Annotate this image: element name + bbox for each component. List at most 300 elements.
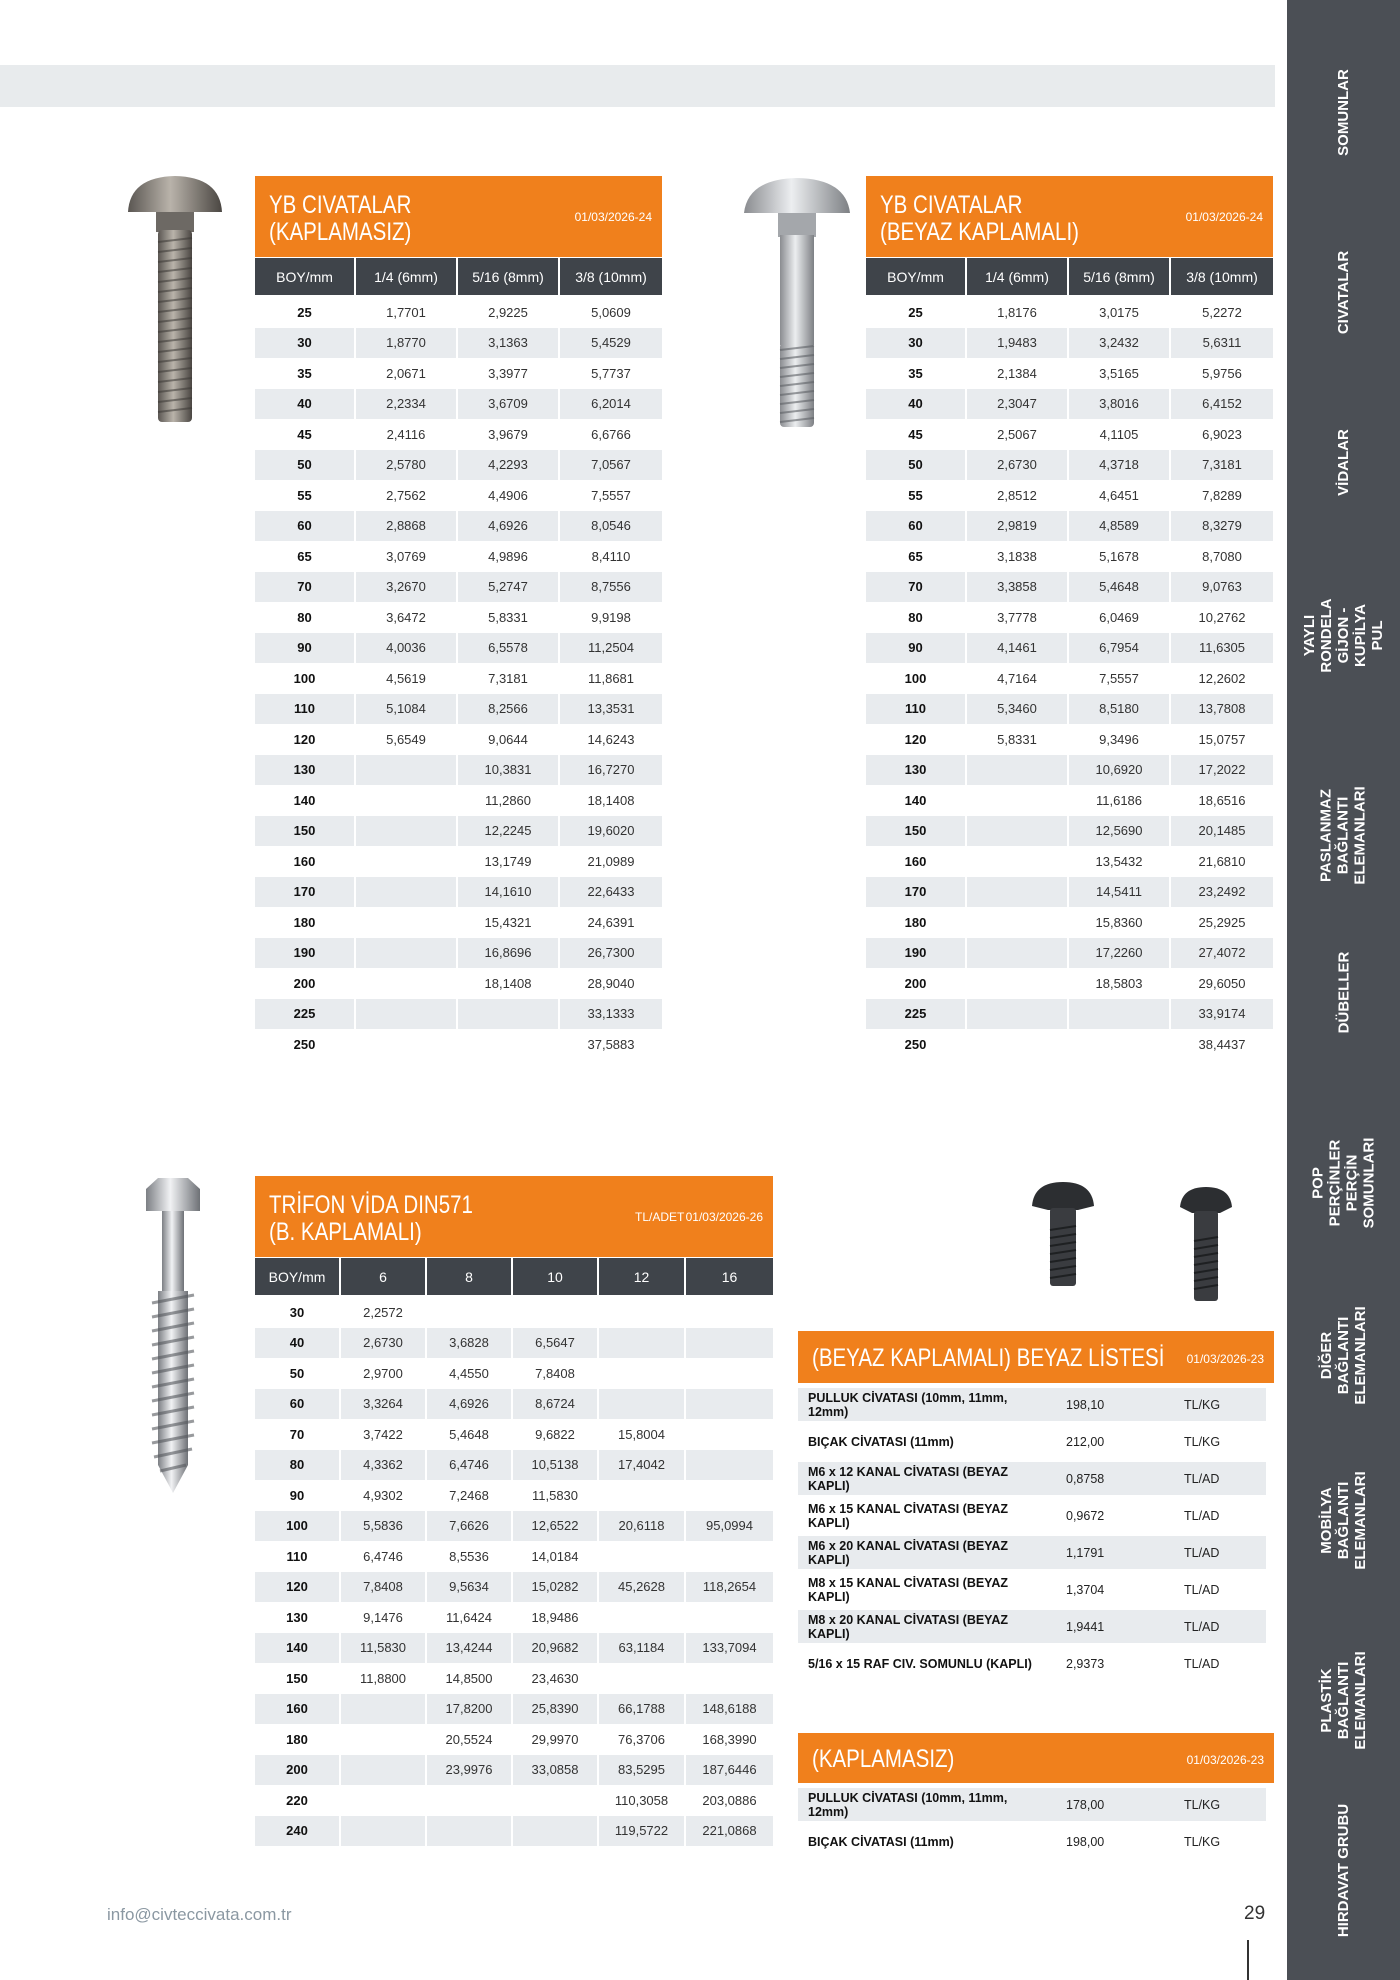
price-cell: 4,4906 [458, 480, 560, 511]
price-cell [967, 999, 1069, 1030]
column-headers [255, 1258, 773, 1295]
price-cell: 63,1184 [599, 1633, 686, 1664]
price-cell: 4,3718 [1069, 450, 1171, 481]
price-cell [599, 1663, 686, 1694]
table-row [255, 1389, 773, 1420]
table-row [255, 1358, 773, 1389]
table-row [255, 1694, 773, 1725]
sidebar-item-dubeller[interactable] [1287, 920, 1400, 1065]
price-cell [686, 1663, 773, 1694]
price-cell: 14,6243 [587, 731, 635, 747]
price-cell: 8,2566 [458, 694, 560, 725]
price-cell: 6,0469 [1069, 602, 1171, 633]
table-row [255, 724, 662, 755]
price-cell: 14,8500 [427, 1663, 513, 1694]
price-cell: 16,8696 [458, 938, 560, 969]
price-cell: 5,2747 [458, 572, 560, 603]
price-cell [686, 1602, 773, 1633]
price-cell: 5,8331 [967, 724, 1069, 755]
table-row [866, 938, 1273, 969]
price-cell: 76,3706 [599, 1724, 686, 1755]
price-cell: 5,9756 [1202, 365, 1242, 381]
price-cell: 15,0282 [513, 1572, 599, 1603]
price-cell: 8,5536 [427, 1541, 513, 1572]
size-cell: 140 [255, 785, 356, 816]
price-cell: 2,5067 [967, 419, 1069, 450]
price-cell: 3,9679 [458, 419, 560, 450]
item-unit: TL/KG [1126, 1788, 1266, 1821]
price-cell: 1,7701 [356, 297, 458, 328]
price-cell: 6,7954 [1069, 633, 1171, 664]
column-header: 10 [513, 1258, 599, 1295]
price-cell: 66,1788 [599, 1694, 686, 1725]
price-cell: 187,6446 [686, 1755, 773, 1786]
price-cell [356, 999, 458, 1030]
price-cell: 5,2272 [1202, 304, 1242, 320]
price-cell: 25,2925 [1198, 914, 1246, 930]
size-cell: 50 [255, 450, 356, 481]
table-row [866, 450, 1273, 481]
table-row [255, 907, 662, 938]
price-cell: 33,1333 [560, 999, 662, 1030]
table-row [255, 968, 662, 999]
sidebar-item-somunlar[interactable] [1287, 40, 1400, 185]
column-header: BOY/mm [866, 258, 967, 295]
table-row [866, 358, 1273, 389]
price-cell: 133,7094 [686, 1633, 773, 1664]
size-cell: 200 [255, 968, 356, 999]
price-cell: 4,6926 [427, 1389, 513, 1420]
size-cell: 225 [866, 999, 967, 1030]
price-cell [1069, 1029, 1171, 1060]
price-cell [686, 1389, 773, 1420]
price-cell: 20,6118 [599, 1511, 686, 1542]
sidebar-item-hirdavat-grubu[interactable] [1287, 1795, 1400, 1945]
price-cell: 2,6730 [341, 1328, 427, 1359]
sidebar-item-label: SOMUNLAR [1334, 69, 1352, 156]
price-cell: 203,0886 [702, 1792, 757, 1808]
table-date: 01/03/2026-24 [1185, 210, 1263, 224]
price-cell: 3,6828 [427, 1328, 513, 1359]
price-cell: 3,6709 [458, 389, 560, 420]
price-cell: 12,5690 [1069, 816, 1171, 847]
list-item [798, 1386, 1266, 1423]
table-body [866, 297, 1273, 1060]
price-cell: 6,4152 [1171, 389, 1273, 420]
price-cell: 14,0184 [513, 1541, 599, 1572]
table-header [255, 176, 662, 257]
size-cell: 25 [255, 297, 356, 328]
size-cell: 55 [866, 480, 967, 511]
table-row [255, 297, 662, 328]
price-cell: 3,1363 [458, 328, 560, 359]
price-cell: 7,6626 [427, 1511, 513, 1542]
price-cell: 33,0858 [513, 1755, 599, 1786]
item-price: 1,1791 [1036, 1536, 1126, 1569]
price-cell: 221,0868 [686, 1816, 773, 1847]
sidebar-item-label: DİĞER BAĞLANTI ELEMANLARI [1318, 1305, 1369, 1405]
sidebar-item-pop-percinler[interactable] [1287, 1095, 1400, 1270]
price-cell: 18,1408 [587, 792, 635, 808]
column-header: 1/4 (6mm) [356, 258, 458, 295]
price-cell: 12,2245 [458, 816, 560, 847]
size-cell: 120 [255, 724, 356, 755]
price-cell [356, 938, 458, 969]
price-cell [686, 1541, 773, 1572]
page-number: 29 [1244, 1903, 1266, 1924]
table-title: TRİFON VİDA DIN571 (B. KAPLAMALI) [269, 1191, 473, 1246]
list-item [798, 1534, 1266, 1571]
column-header: BOY/mm [255, 1258, 341, 1295]
price-cell: 148,6188 [686, 1694, 773, 1725]
price-cell: 6,5647 [513, 1328, 599, 1359]
sidebar-item-yayli-rondela[interactable] [1287, 560, 1400, 710]
table-row [255, 358, 662, 389]
table-row [866, 633, 1273, 664]
size-cell: 100 [255, 663, 356, 694]
price-cell: 5,8331 [458, 602, 560, 633]
price-cell [356, 846, 458, 877]
size-cell: 160 [866, 846, 967, 877]
price-cell: 3,3858 [967, 572, 1069, 603]
size-cell: 180 [255, 907, 356, 938]
price-cell: 2,8868 [356, 511, 458, 542]
price-cell: 20,9682 [513, 1633, 599, 1664]
table-row [255, 419, 662, 450]
price-cell: 9,0763 [1171, 572, 1273, 603]
price-cell: 3,3977 [458, 358, 560, 389]
price-cell: 11,8681 [587, 670, 635, 686]
price-cell [341, 1785, 427, 1816]
table-row [255, 1297, 773, 1328]
size-cell: 35 [866, 358, 967, 389]
price-cell: 3,1838 [967, 541, 1069, 572]
price-cell [599, 1358, 686, 1389]
size-cell: 120 [866, 724, 967, 755]
price-cell [686, 1450, 773, 1481]
item-price: 198,10 [1036, 1388, 1126, 1421]
price-cell: 3,5165 [1069, 358, 1171, 389]
price-cell: 5,6311 [1171, 328, 1273, 359]
size-cell: 80 [255, 602, 356, 633]
price-cell: 38,4437 [1198, 1036, 1246, 1052]
price-cell: 15,8004 [599, 1419, 686, 1450]
price-cell [356, 907, 458, 938]
price-cell: 5,5836 [341, 1511, 427, 1542]
item-price: 1,3704 [1066, 1582, 1105, 1597]
item-price: 178,00 [1036, 1788, 1126, 1821]
price-cell: 83,5295 [599, 1755, 686, 1786]
table-title: YB CIVATALAR (BEYAZ KAPLAMALI) [880, 191, 1079, 246]
price-cell: 13,1749 [458, 846, 560, 877]
price-cell: 2,3047 [967, 389, 1069, 420]
price-cell: 23,4630 [513, 1663, 599, 1694]
table-row [255, 1328, 773, 1359]
item-name: 5/16 x 15 RAF CIV. SOMUNLU (KAPLI) [808, 1656, 1032, 1671]
table-row [255, 1572, 773, 1603]
price-cell [967, 846, 1069, 877]
table-row [255, 938, 662, 969]
size-cell: 100 [255, 1511, 341, 1542]
table-row [255, 877, 662, 908]
price-cell: 11,5830 [341, 1633, 427, 1664]
list-item [798, 1645, 1266, 1682]
table-date: 01/03/2026-26 [685, 1210, 763, 1224]
size-cell: 40 [866, 389, 967, 420]
table-row [866, 389, 1273, 420]
column-header: 8 [427, 1258, 513, 1295]
size-cell: 150 [866, 816, 967, 847]
price-cell: 7,3181 [458, 663, 560, 694]
column-headers [255, 258, 662, 295]
table-row [255, 633, 662, 664]
table-row [255, 541, 662, 572]
price-cell: 23,2492 [1171, 877, 1273, 908]
price-cell [427, 1816, 513, 1847]
price-cell: 2,2572 [341, 1297, 427, 1328]
price-cell [341, 1755, 427, 1786]
price-cell: 6,4746 [341, 1541, 427, 1572]
table-row [866, 541, 1273, 572]
price-cell: 5,7737 [591, 365, 631, 381]
price-cell [599, 1328, 686, 1359]
table-row [866, 602, 1273, 633]
sidebar-item-diger-baglanti[interactable] [1287, 1275, 1400, 1435]
size-cell: 100 [866, 663, 967, 694]
price-cell: 110,3058 [599, 1785, 686, 1816]
size-cell: 240 [255, 1816, 341, 1847]
table-row [255, 1511, 773, 1542]
price-cell [427, 1785, 513, 1816]
column-header: 1/4 (6mm) [967, 258, 1069, 295]
table-row [255, 999, 662, 1030]
item-price: 0,9672 [1066, 1508, 1105, 1523]
size-cell: 140 [255, 1633, 341, 1664]
price-cell [967, 877, 1069, 908]
price-cell: 7,5557 [591, 487, 631, 503]
sidebar-item-paslanmaz[interactable] [1287, 755, 1400, 915]
price-cell: 17,2022 [1171, 755, 1273, 786]
price-cell: 18,1408 [458, 968, 560, 999]
sidebar-item-plastik-baglanti[interactable] [1287, 1615, 1400, 1785]
price-cell: 9,6822 [513, 1419, 599, 1450]
size-cell: 60 [255, 511, 356, 542]
size-cell: 80 [866, 602, 967, 633]
price-cell: 4,1105 [1069, 419, 1171, 450]
price-cell: 21,6810 [1198, 853, 1246, 869]
item-name: M6 x 12 KANAL CİVATASI (BEYAZ KAPLI) [798, 1462, 1036, 1495]
price-cell: 11,6305 [1171, 633, 1273, 664]
size-cell: 180 [255, 1724, 341, 1755]
price-cell: 2,4116 [356, 419, 458, 450]
price-cell: 6,9023 [1202, 426, 1242, 442]
item-name: BIÇAK CİVATASI (11mm) [808, 1834, 954, 1849]
sidebar-item-vidalar[interactable] [1287, 395, 1400, 530]
price-cell [356, 1029, 458, 1060]
column-header: 5/16 (8mm) [1069, 258, 1171, 295]
price-cell: 4,3362 [341, 1450, 427, 1481]
price-cell [967, 1029, 1069, 1060]
price-cell: 3,7422 [341, 1419, 427, 1450]
price-cell: 10,2762 [1198, 609, 1246, 625]
price-cell: 8,7080 [1202, 548, 1242, 564]
price-cell [599, 1541, 686, 1572]
table-row [255, 1724, 773, 1755]
list-item [798, 1460, 1266, 1497]
table-row [866, 511, 1273, 542]
size-cell: 170 [866, 877, 967, 908]
price-cell [458, 999, 560, 1030]
table-row [866, 572, 1273, 603]
footer-email-link[interactable]: info@civteccivata.com.tr [107, 1905, 292, 1924]
price-cell: 9,9198 [591, 609, 631, 625]
price-cell: 8,6724 [513, 1389, 599, 1420]
price-cell: 119,5722 [599, 1816, 686, 1847]
size-cell: 180 [866, 907, 967, 938]
price-cell: 8,0546 [560, 511, 662, 542]
price-cell: 15,0757 [1198, 731, 1246, 747]
price-cell: 95,0994 [686, 1511, 773, 1542]
sidebar-item-label: HIRDAVAT GRUBU [1335, 1803, 1353, 1937]
sidebar-item-civatalar[interactable] [1287, 220, 1400, 365]
table-row [866, 297, 1273, 328]
price-cell [356, 877, 458, 908]
item-name: PULLUK CİVATASI (10mm, 11mm, 12mm) [798, 1388, 1036, 1421]
price-cell: 15,4321 [458, 907, 560, 938]
price-cell: 8,3279 [1171, 511, 1273, 542]
price-cell [686, 1328, 773, 1359]
item-unit: TL/AD [1184, 1656, 1220, 1671]
price-cell: 6,2014 [560, 389, 662, 420]
list-date: 01/03/2026-23 [1186, 1753, 1264, 1767]
size-cell: 90 [866, 633, 967, 664]
table-row [866, 877, 1273, 908]
size-cell: 225 [255, 999, 356, 1030]
sidebar-item-label: DÜBELLER [1334, 951, 1352, 1034]
price-cell: 14,1610 [458, 877, 560, 908]
list-title: (BEYAZ KAPLAMALI) BEYAZ LİSTESİ [812, 1344, 1165, 1372]
price-cell [458, 1029, 560, 1060]
sidebar-item-label: MOBİLYA BAĞLANTI ELEMANLARI [1318, 1470, 1369, 1570]
price-cell: 4,6926 [458, 511, 560, 542]
table-row [866, 480, 1273, 511]
item-price: 198,00 [1066, 1834, 1105, 1849]
price-cell: 2,0671 [356, 358, 458, 389]
sidebar-item-label: YAYLI RONDELA GİJON - KUPİLYA PUL [1301, 597, 1386, 673]
item-price: 1,9441 [1036, 1610, 1126, 1643]
size-cell: 150 [255, 816, 356, 847]
size-cell: 140 [866, 785, 967, 816]
table-row [255, 1755, 773, 1786]
item-price: 0,8758 [1036, 1462, 1126, 1495]
price-cell: 27,4072 [1171, 938, 1273, 969]
price-cell: 13,4244 [427, 1633, 513, 1664]
price-cell: 19,6020 [560, 816, 662, 847]
price-cell: 1,9483 [967, 328, 1069, 359]
page-divider [1247, 1940, 1249, 1980]
table-row [866, 724, 1273, 755]
size-cell: 55 [255, 480, 356, 511]
table-row [866, 907, 1273, 938]
column-header: 3/8 (10mm) [560, 258, 662, 295]
size-cell: 40 [255, 389, 356, 420]
price-cell [686, 1297, 773, 1328]
table-row [255, 694, 662, 725]
price-cell [599, 1297, 686, 1328]
table-row [255, 480, 662, 511]
price-cell: 7,3181 [1171, 450, 1273, 481]
price-cell: 4,6451 [1069, 480, 1171, 511]
table-row [255, 1816, 773, 1847]
price-cell: 2,5780 [356, 450, 458, 481]
size-cell: 160 [255, 846, 356, 877]
price-cell: 7,5557 [1069, 663, 1171, 694]
size-cell: 70 [255, 572, 356, 603]
price-cell [967, 816, 1069, 847]
item-unit: TL/AD [1126, 1462, 1266, 1495]
price-cell: 13,3531 [560, 694, 662, 725]
item-unit: TL/KG [1184, 1834, 1221, 1849]
price-cell: 12,6522 [513, 1511, 599, 1542]
price-cell: 3,8016 [1069, 389, 1171, 420]
table-row [866, 846, 1273, 877]
column-header: 6 [341, 1258, 427, 1295]
size-cell: 65 [866, 541, 967, 572]
item-unit: TL/AD [1126, 1536, 1266, 1569]
price-cell: 9,5634 [427, 1572, 513, 1603]
table-row [255, 816, 662, 847]
item-unit: TL/AD [1184, 1508, 1220, 1523]
table-row [255, 1029, 662, 1060]
size-cell: 220 [255, 1785, 341, 1816]
table-row [866, 663, 1273, 694]
price-cell: 9,1476 [341, 1602, 427, 1633]
table-row [255, 450, 662, 481]
size-cell: 60 [866, 511, 967, 542]
price-cell [967, 907, 1069, 938]
item-unit: TL/KG [1184, 1434, 1221, 1449]
category-sidebar [1287, 0, 1400, 1980]
item-unit: TL/AD [1126, 1610, 1266, 1643]
table-row [866, 755, 1273, 786]
size-cell: 50 [255, 1358, 341, 1389]
price-cell: 11,8800 [341, 1663, 427, 1694]
price-cell: 5,4648 [427, 1419, 513, 1450]
price-cell: 4,4550 [427, 1358, 513, 1389]
price-cell: 25,8390 [513, 1694, 599, 1725]
table-row [255, 1633, 773, 1664]
price-cell: 16,7270 [560, 755, 662, 786]
price-cell [686, 1419, 773, 1450]
price-cell: 20,5524 [427, 1724, 513, 1755]
list-date: 01/03/2026-23 [1186, 1352, 1264, 1366]
price-cell: 3,6472 [356, 602, 458, 633]
sidebar-item-mobilya-baglanti[interactable] [1287, 1440, 1400, 1600]
price-cell: 7,8408 [513, 1358, 599, 1389]
price-cell: 4,1461 [967, 633, 1069, 664]
price-cell: 7,2468 [427, 1480, 513, 1511]
item-name: M8 x 15 KANAL CİVATASI (BEYAZ KAPLI) [808, 1575, 1009, 1604]
table-row [255, 1541, 773, 1572]
price-cell: 20,1485 [1171, 816, 1273, 847]
price-cell [356, 968, 458, 999]
price-cell: 21,0989 [587, 853, 635, 869]
table-row [866, 328, 1273, 359]
size-cell: 130 [866, 755, 967, 786]
price-cell: 17,4042 [599, 1450, 686, 1481]
table-row [255, 1785, 773, 1816]
size-cell: 35 [255, 358, 356, 389]
